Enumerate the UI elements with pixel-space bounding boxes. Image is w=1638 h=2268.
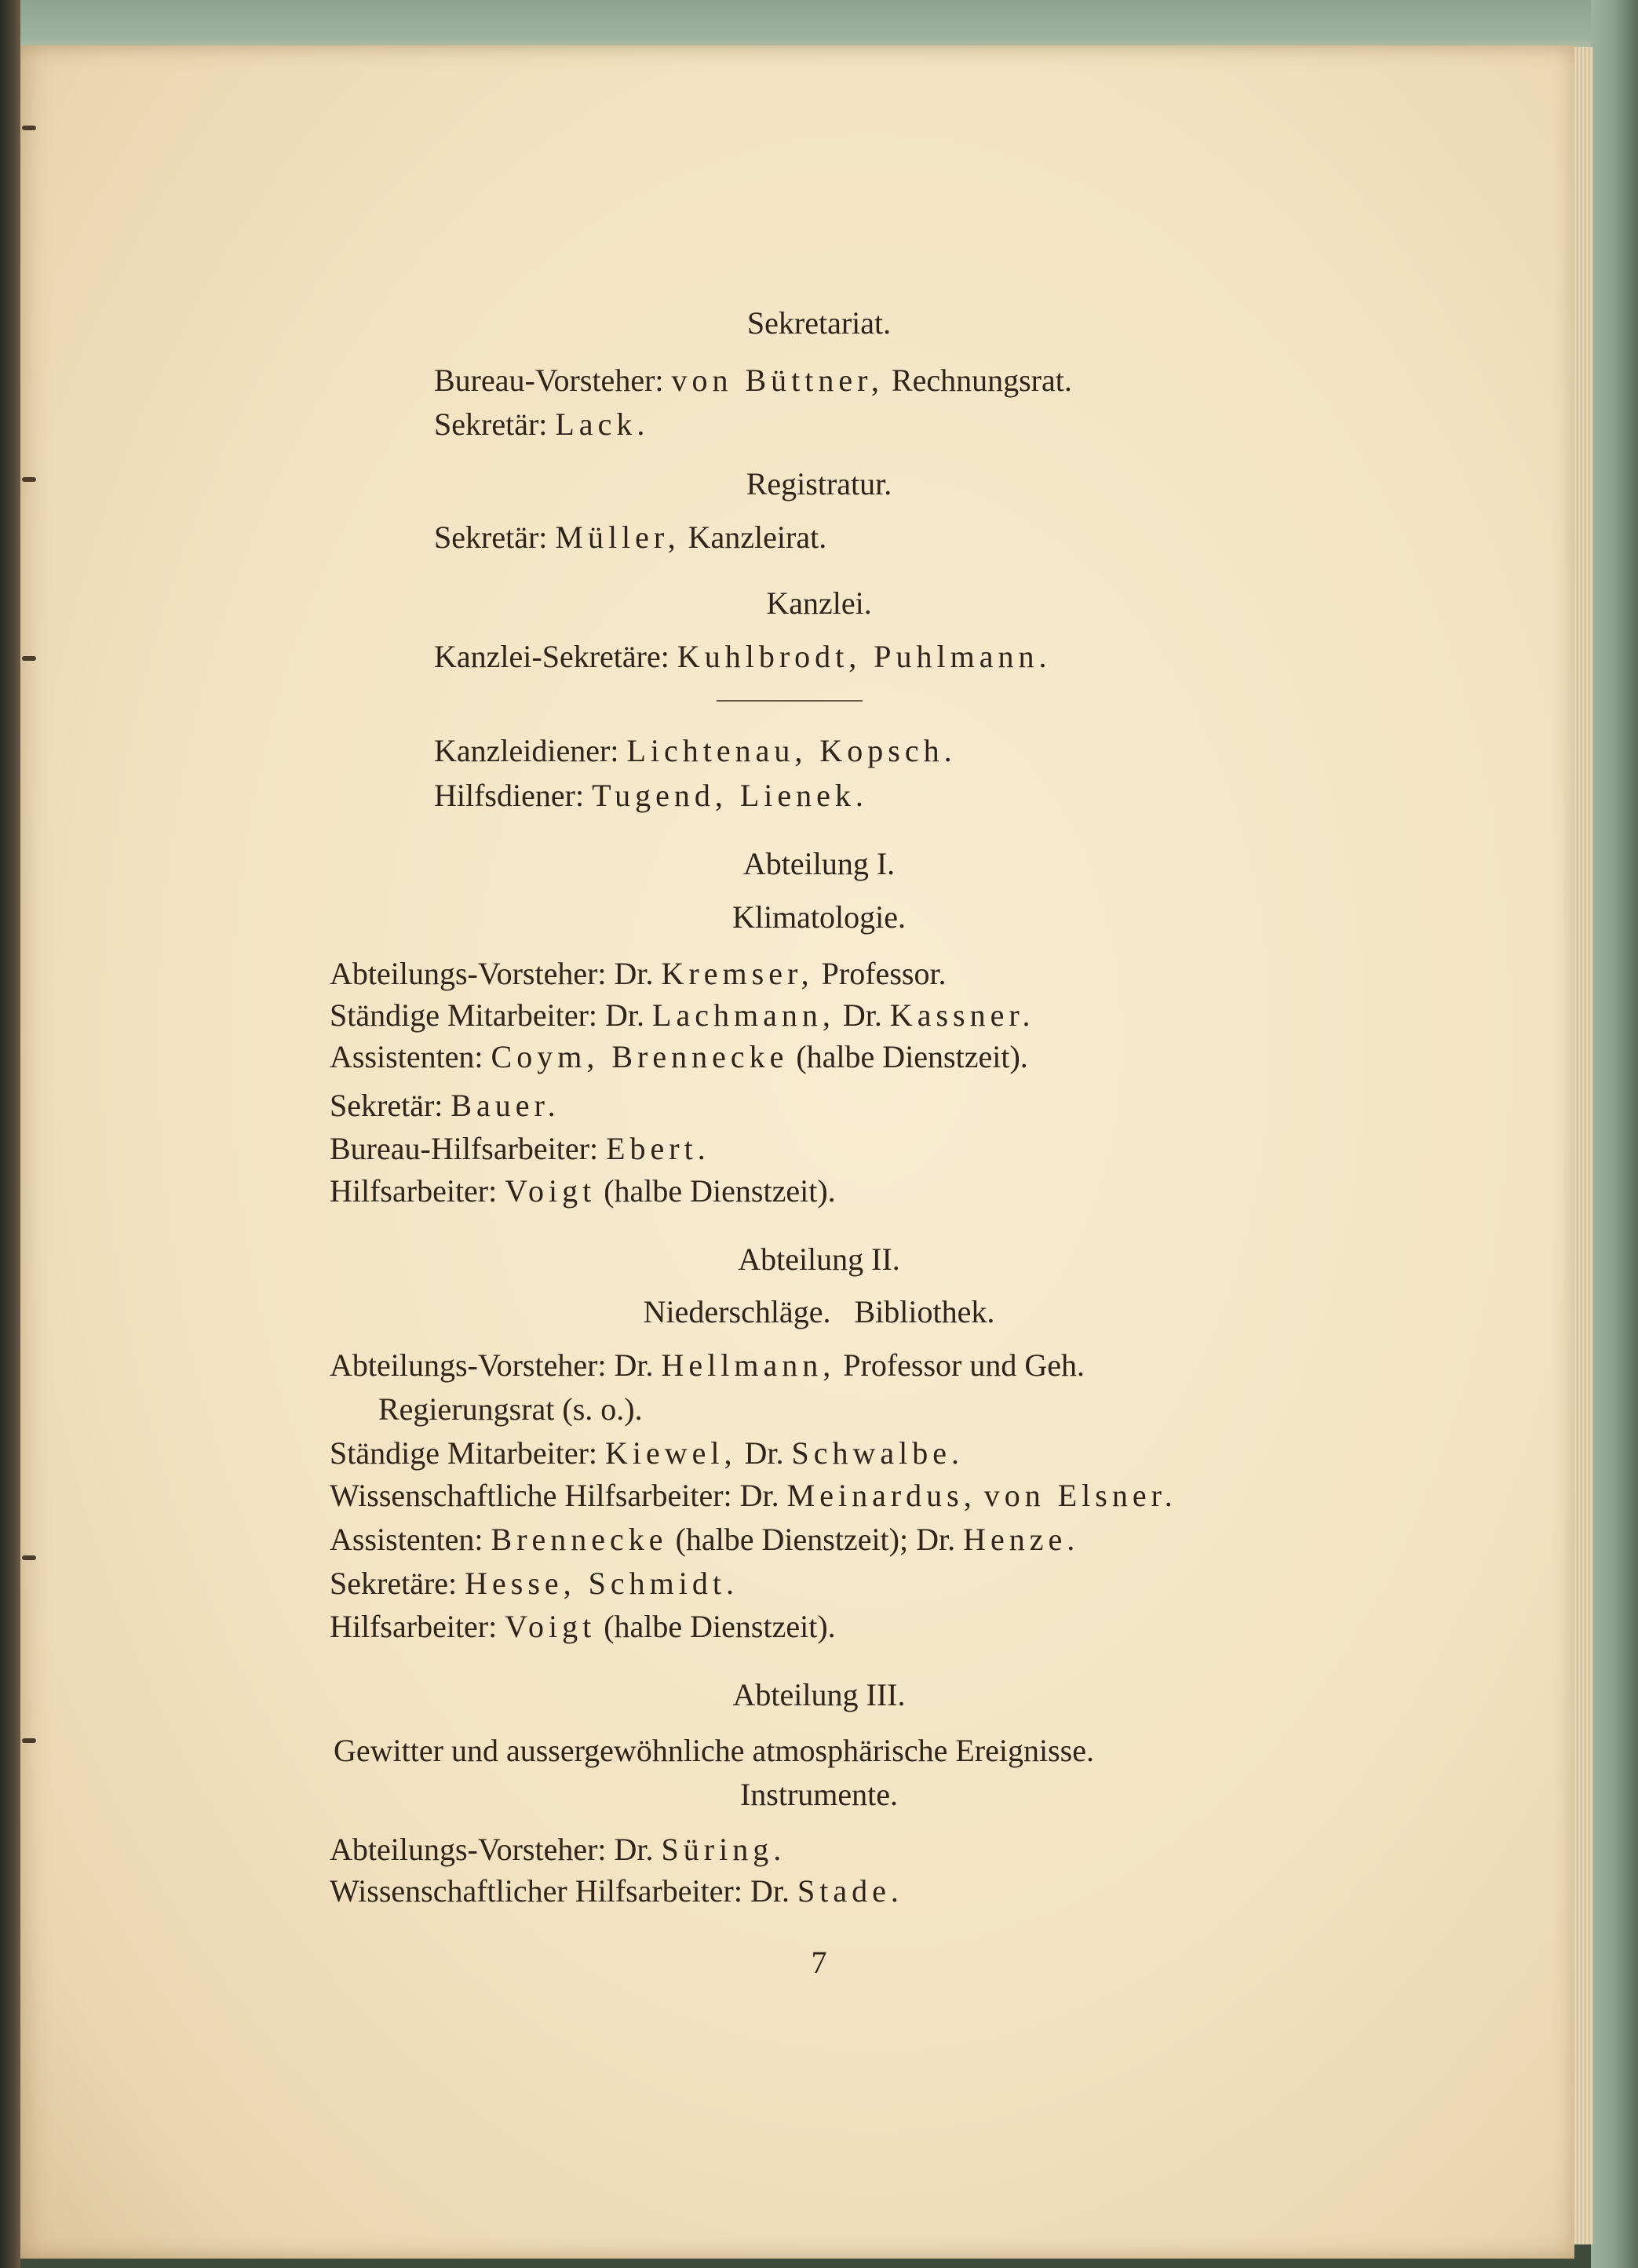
separator-rule: [717, 700, 863, 702]
page-number: 7: [811, 1945, 827, 1980]
text-line: [330, 1608, 836, 1646]
binding-mark: [22, 1555, 36, 1560]
role-label: Assistenten:: [330, 1522, 483, 1557]
title-prefix: Dr.: [605, 997, 645, 1033]
text-line: [434, 777, 868, 815]
section-subheading-instrumente: Instrumente.: [739, 1777, 899, 1812]
person-name: Tugend, Lienek.: [592, 778, 868, 813]
text-line: [330, 1831, 786, 1869]
text-line: [330, 1565, 739, 1603]
person-name: Lachmann,: [652, 997, 835, 1033]
title-text: Professor und Geh.: [843, 1347, 1085, 1383]
role-label: Ständige Mitarbeiter:: [330, 997, 598, 1033]
person-name: Kremser,: [661, 956, 814, 991]
binding-mark: [22, 126, 36, 130]
section-subheading-niederschlaege: Niederschläge. Bibliothek.: [643, 1294, 995, 1329]
text-line: [330, 1435, 964, 1472]
title-text: (halbe Dienstzeit).: [796, 1039, 1028, 1074]
title-prefix: Dr.: [614, 1832, 654, 1867]
binding-mark: [22, 1738, 36, 1743]
role-label: Ständige Mitarbeiter:: [330, 1435, 598, 1471]
title-prefix: Dr.: [744, 1435, 784, 1471]
section-subheading-klimatologie: Klimatologie.: [731, 899, 907, 935]
person-name: Lack.: [555, 407, 650, 442]
person-name: Meinardus,: [786, 1478, 976, 1513]
title-text: Professor.: [821, 956, 947, 991]
role-label: Sekretär:: [434, 520, 548, 555]
role-label: Abteilungs-Vorsteher:: [330, 1347, 607, 1383]
section-subheading-gewitter: Gewitter und aussergewöhnliche atmosphärische Ereignisse.: [334, 1733, 1094, 1768]
text-line-continuation: Regierungsrat (s. o.).: [378, 1391, 643, 1427]
role-label: Bureau-Vorsteher:: [434, 363, 664, 398]
section-heading-abteilung-3: Abteilung III.: [732, 1677, 906, 1712]
text-line: [330, 1038, 1028, 1076]
role-label: Hilfsdiener:: [434, 778, 585, 813]
person-name: Brennecke: [491, 1522, 668, 1557]
role-label: Hilfsarbeiter:: [330, 1609, 498, 1644]
person-name: Stade.: [797, 1873, 903, 1909]
person-name: Ebert.: [606, 1131, 710, 1166]
binding-mark: [22, 656, 36, 661]
person-name: von Elsner.: [983, 1478, 1177, 1513]
role-label: Abteilungs-Vorsteher:: [330, 1832, 607, 1867]
role-label: Kanzleidiener:: [434, 733, 619, 768]
role-label: Kanzlei-Sekretäre:: [434, 639, 669, 674]
role-label: Assistenten:: [330, 1039, 483, 1074]
text-line: [330, 1130, 710, 1168]
role-label: Abteilungs-Vorsteher:: [330, 956, 607, 991]
title-text: (halbe Dienstzeit).: [604, 1609, 836, 1644]
text-line: [434, 406, 649, 443]
person-name: Hesse, Schmidt.: [465, 1566, 739, 1601]
role-label: Bureau-Hilfsarbeiter:: [330, 1131, 599, 1166]
role-label: Sekretär:: [434, 407, 548, 442]
title-prefix: Dr.: [614, 956, 654, 991]
section-heading-registratur: Registratur.: [746, 466, 892, 501]
person-name: Hellmann,: [661, 1347, 836, 1383]
person-name: Lichtenau, Kopsch.: [626, 733, 957, 768]
title-prefix: Dr.: [739, 1478, 779, 1513]
text-line: [330, 1087, 560, 1125]
text-line: [330, 1347, 1085, 1384]
text-line: [330, 1872, 903, 1910]
person-name: Voigt: [505, 1609, 596, 1644]
title-prefix: Dr.: [614, 1347, 654, 1383]
text-line: [330, 955, 947, 993]
person-name: Henze.: [963, 1522, 1080, 1557]
role-label: Wissenschaftlicher Hilfsarbeiter:: [330, 1873, 742, 1909]
person-name: Süring.: [661, 1832, 786, 1867]
role-label: Wissenschaftliche Hilfsarbeiter:: [330, 1478, 732, 1513]
section-heading-abteilung-1: Abteilung I.: [742, 846, 896, 881]
person-name: Bauer.: [451, 1088, 560, 1123]
person-name: Schwalbe.: [791, 1435, 965, 1471]
role-label: Sekretäre:: [330, 1566, 458, 1601]
title-text: Kanzleirat.: [688, 520, 827, 555]
person-name: Kuhlbrodt, Puhlmann.: [677, 639, 1052, 674]
section-heading-kanzlei: Kanzlei.: [766, 585, 872, 621]
text-line: [434, 732, 957, 770]
title-text: (halbe Dienstzeit);: [675, 1522, 909, 1557]
text-line: [330, 1521, 1079, 1559]
role-label: Hilfsarbeiter:: [330, 1173, 498, 1209]
person-name: Kassner.: [889, 997, 1035, 1033]
person-name: Voigt: [505, 1173, 596, 1209]
person-name: von Büttner,: [671, 363, 884, 398]
text-line: [434, 362, 1072, 399]
title-text: (halbe Dienstzeit).: [604, 1173, 836, 1209]
person-name: Müller,: [555, 520, 680, 555]
title-text: Rechnungsrat.: [891, 363, 1072, 398]
role-label: Sekretär:: [330, 1088, 443, 1123]
text-line: [434, 638, 1052, 676]
title-prefix: Dr.: [842, 997, 882, 1033]
section-heading-sekretariat: Sekretariat.: [746, 305, 892, 341]
text-line: [330, 997, 1034, 1034]
person-name: Coym, Brennecke: [491, 1039, 789, 1074]
person-name: Kiewel,: [605, 1435, 737, 1471]
title-prefix: Dr.: [916, 1522, 956, 1557]
text-line: [330, 1477, 1177, 1515]
title-prefix: Dr.: [750, 1873, 790, 1909]
text-line: [434, 519, 826, 556]
section-heading-abteilung-2: Abteilung II.: [738, 1242, 900, 1277]
text-line: [330, 1172, 836, 1210]
